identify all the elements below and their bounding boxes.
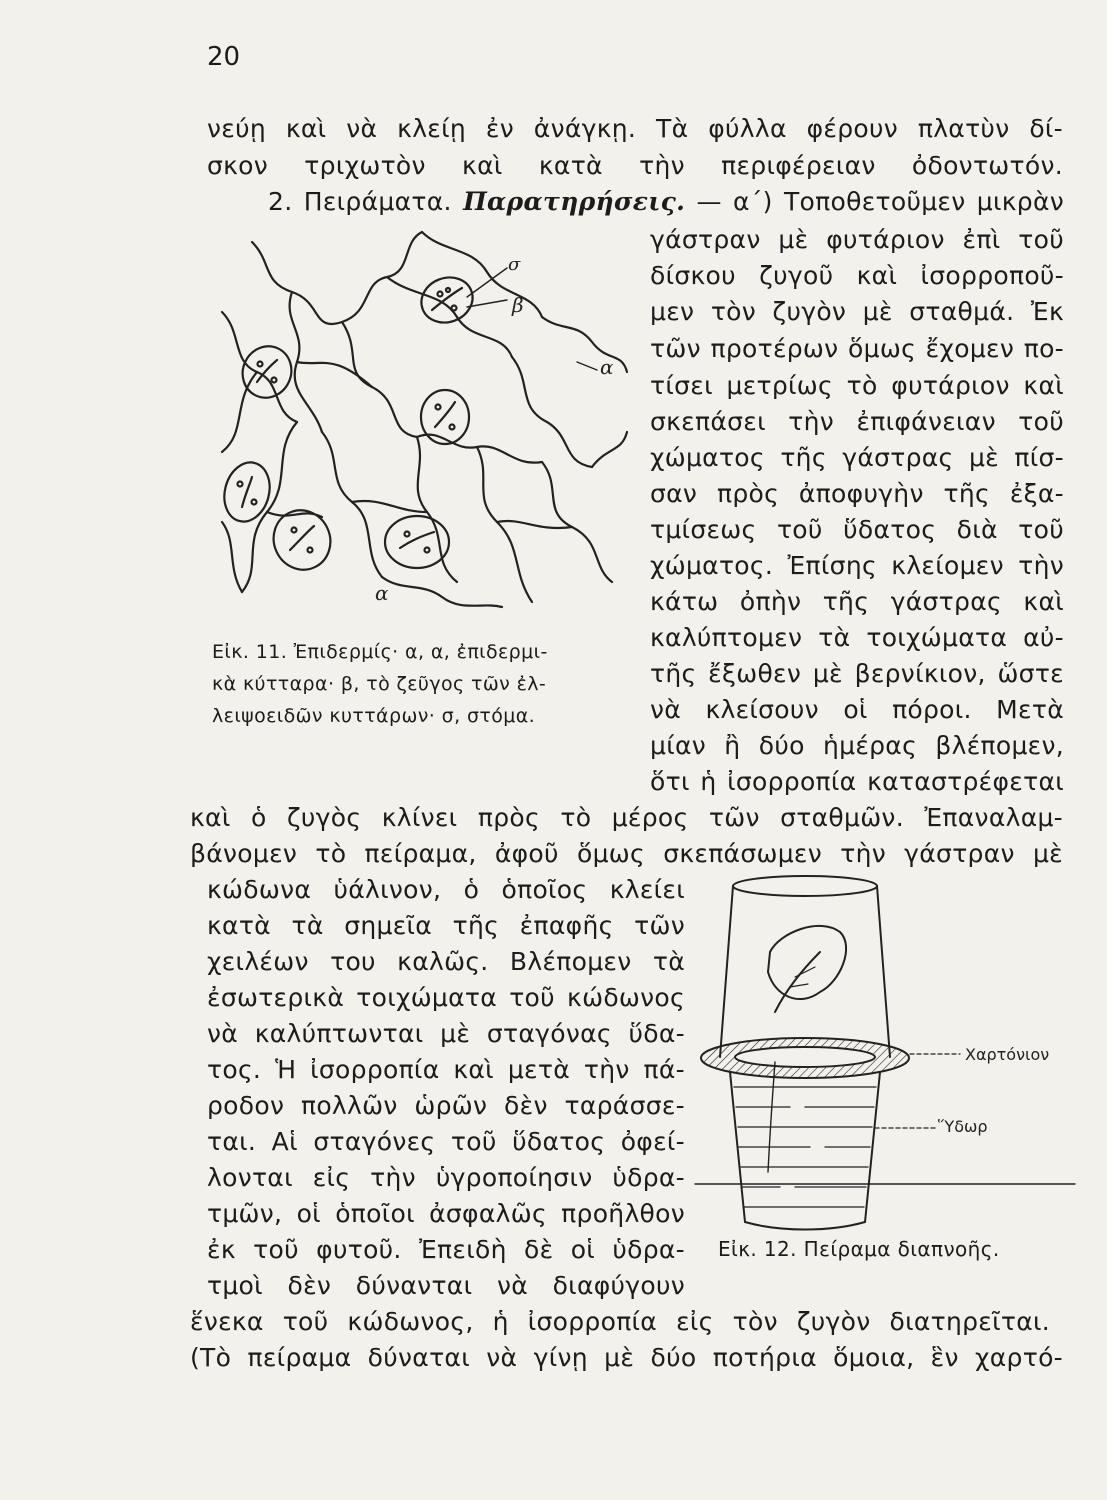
right-line-4: τῶν προτέρων ὅμως ἔχομεν πο- bbox=[650, 334, 1064, 363]
right-line-6: σκεπάσει τὴν ἐπιφάνειαν τοῦ bbox=[650, 407, 1064, 436]
intro-line-2: σκον τριχωτὸν καὶ κατὰ τὴν περιφέρειαν ὀδοντωτόν. bbox=[207, 151, 1063, 180]
right-line-11: κάτω ὀπὴν τῆς γάστρας καὶ bbox=[650, 587, 1064, 616]
middle-line-2: βάνομεν τὸ πείραμα, ἀφοῦ ὅμως σκεπάσωμεν τὴν γάστραν μὲ bbox=[190, 839, 1063, 868]
glass-bottom bbox=[745, 1222, 865, 1230]
right-line-7: χώματος τῆς γάστρας μὲ πίσ- bbox=[650, 443, 1064, 472]
figure-11-epidermis bbox=[212, 222, 632, 622]
right-line-10: χώματος. Ἐπίσης κλείομεν τὴν bbox=[650, 551, 1064, 580]
left-line-8: ται. Αἱ σταγόνες τοῦ ὕδατος ὀφεί- bbox=[207, 1127, 685, 1156]
page-number: 20 bbox=[207, 42, 241, 72]
middle-line-1: καὶ ὁ ζυγὸς κλίνει πρὸς τὸ μέρος τῶν σταθμῶν. Ἐπαναλαμ- bbox=[190, 803, 1063, 832]
bell-left-wall bbox=[720, 886, 733, 1057]
right-line-5: τίσει μετρίως τὸ φυτάριον καὶ bbox=[650, 371, 1064, 400]
closing-line-2: (Τὸ πείραμα δύναται νὰ γίνῃ μὲ δύο ποτήρια ὅμοια, ἓν χαρτό- bbox=[190, 1343, 1063, 1372]
right-line-8: σαν πρὸς ἀποφυγὴν τῆς ἐξα- bbox=[650, 479, 1064, 508]
cardboard-hole bbox=[735, 1047, 875, 1067]
right-line-1: γάστραν μὲ φυτάριον ἐπὶ τοῦ bbox=[650, 225, 1064, 254]
intro-line-1: νεύῃ καὶ νὰ κλείῃ ἐν ἀνάγκῃ. Τὰ φύλλα φέρουν πλατὺν δί- bbox=[207, 114, 1063, 143]
fig11-caption-line-1: Εἰκ. 11. Ἐπιδερμίς· α, α, ἐπιδερμι- bbox=[212, 641, 548, 663]
left-line-4: ἐσωτερικὰ τοιχώματα τοῦ κώδωνος bbox=[207, 983, 685, 1012]
bell-top-rim bbox=[733, 876, 877, 896]
fig11-label-alpha-2: α bbox=[375, 581, 389, 605]
fig12-caption: Εἰκ. 12. Πείραμα διαπνοῆς. bbox=[718, 1237, 1000, 1261]
leaf-shape bbox=[768, 926, 846, 999]
closing-line-1: ἕνεκα τοῦ κώδωνος, ἡ ἰσορροπία εἰς τὸν ζυγὸν διατηρεῖται. bbox=[190, 1307, 1050, 1336]
left-line-12: τμοὶ δὲν δύνανται νὰ διαφύγουν bbox=[207, 1271, 685, 1300]
water-lines bbox=[734, 1087, 876, 1207]
figure-12-transpiration bbox=[690, 872, 1080, 1232]
right-line-16: ὅτι ἡ ἰσορροπία καταστρέφεται bbox=[650, 767, 1064, 796]
fig11-label-beta: β bbox=[512, 293, 524, 317]
right-line-13: τῆς ἔξωθεν μὲ βερνίκιον, ὥστε bbox=[650, 659, 1064, 688]
left-line-6: τος. Ἡ ἰσορροπία καὶ μετὰ τὴν πά- bbox=[207, 1055, 685, 1084]
right-line-15: μίαν ἢ δύο ἡμέρας βλέπομεν, bbox=[650, 731, 1064, 760]
right-line-3: μεν τὸν ζυγὸν μὲ σταθμά. Ἐκ bbox=[650, 297, 1064, 326]
plant-root-stem bbox=[768, 1062, 775, 1172]
left-line-5: νὰ καλύπτωνται μὲ σταγόνας ὕδα- bbox=[207, 1019, 685, 1048]
section-heading-line bbox=[268, 187, 1064, 216]
section-title: 2. Πειράματα. bbox=[268, 187, 452, 216]
leader-alpha bbox=[577, 362, 597, 370]
fig11-label-alpha-1: α bbox=[600, 355, 614, 379]
label-cardboard: Χαρτόνιον bbox=[965, 1045, 1050, 1064]
right-line-14: νὰ κλείσουν οἱ πόροι. Μετὰ bbox=[650, 695, 1064, 724]
left-line-2: κατὰ τὰ σημεῖα τῆς ἐπαφῆς τῶν bbox=[207, 911, 685, 940]
left-line-3: χειλέων του καλῶς. Βλέπομεν τὰ bbox=[207, 947, 685, 976]
left-line-7: ροδον πολλῶν ὡρῶν δὲν ταράσσε- bbox=[207, 1091, 685, 1120]
section-first-line: — α΄) Τοποθετοῦμεν μικρὰν bbox=[696, 187, 1065, 216]
fig11-label-sigma: σ bbox=[508, 254, 521, 275]
bell-right-wall bbox=[877, 886, 890, 1057]
observations-label: Παρατηρήσεις. bbox=[463, 187, 686, 216]
leaf-stem bbox=[775, 952, 820, 1012]
left-line-1: κώδωνα ὑάλινον, ὁ ὁποῖος κλείει bbox=[207, 875, 685, 904]
right-line-9: τμίσεως τοῦ ὕδατος διὰ τοῦ bbox=[650, 515, 1064, 544]
label-water: Ὕδωρ bbox=[938, 1117, 988, 1136]
left-line-11: ἐκ τοῦ φυτοῦ. Ἐπειδὴ δὲ οἱ ὑδρα- bbox=[207, 1235, 685, 1264]
fig11-caption-line-2: κὰ κύτταρα· β, τὸ ζεῦγος τῶν ἐλ- bbox=[212, 673, 547, 695]
right-line-12: καλύπτομεν τὰ τοιχώματα αὐ- bbox=[650, 623, 1064, 652]
fig11-caption-line-3: λειψοειδῶν κυττάρων· σ, στόμα. bbox=[212, 705, 536, 727]
stomata bbox=[218, 270, 479, 579]
right-line-2: δίσκου ζυγοῦ καὶ ἰσορροποῦ- bbox=[650, 261, 1064, 290]
left-line-10: τμῶν, οἱ ὁποῖοι ἀσφαλῶς προῆλθον bbox=[207, 1199, 685, 1228]
left-line-9: λονται εἰς τὴν ὑγροποίησιν ὑδρα- bbox=[207, 1163, 685, 1192]
